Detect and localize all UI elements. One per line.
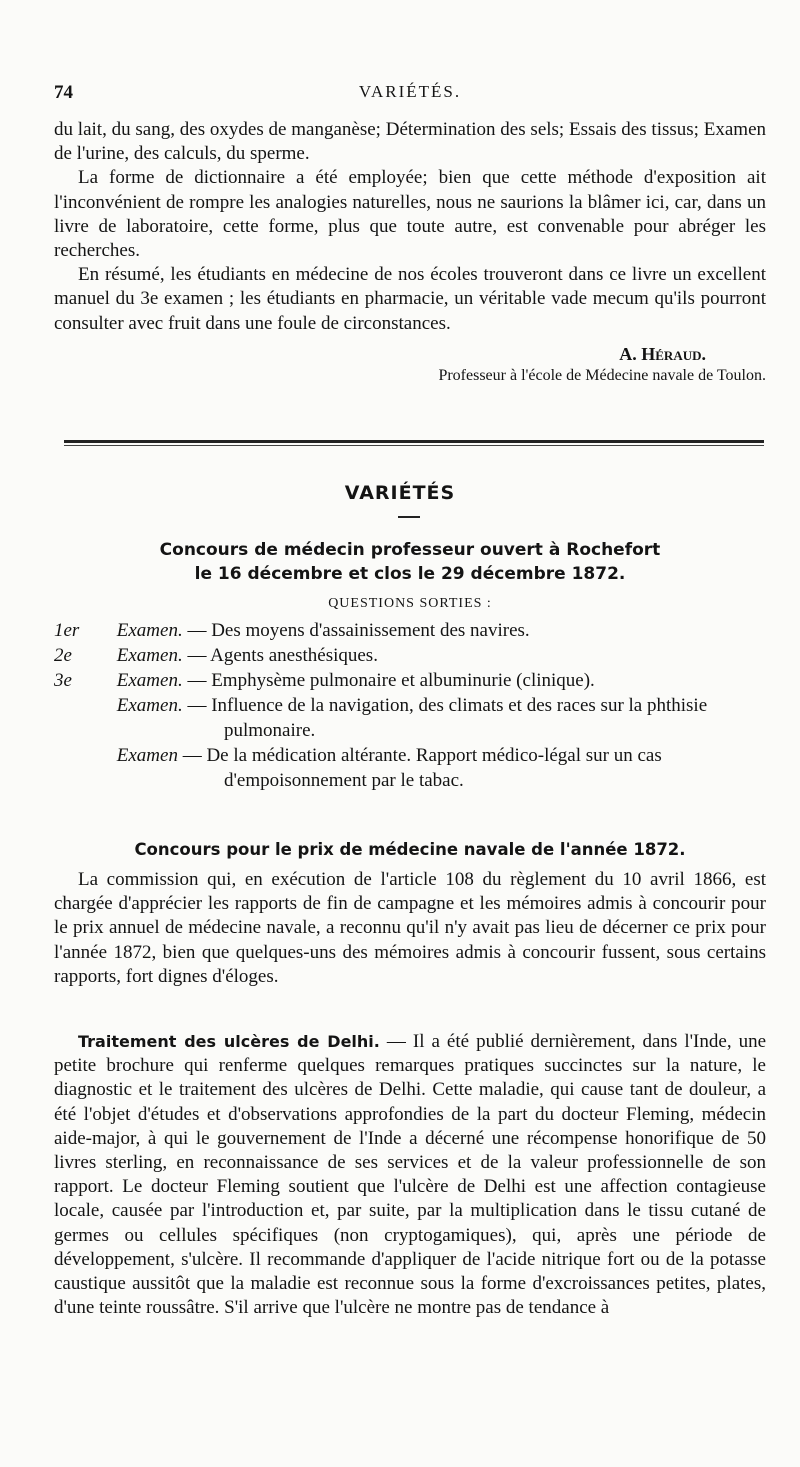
concours-block <box>54 538 766 793</box>
delhi-block <box>54 1030 766 1320</box>
exam-num <box>54 693 112 718</box>
review-end <box>54 118 766 385</box>
exam-text: — Agents anesthésiques. <box>187 645 378 666</box>
exam-label: Examen. <box>116 620 183 641</box>
exam-label: Examen <box>116 745 178 766</box>
exam-item <box>54 643 766 668</box>
exam-text: — Influence de la navigation, des climats et des races sur la phthisie pulmonaire. <box>187 695 708 741</box>
exam-num: 3e <box>54 670 72 691</box>
section-rule <box>64 440 764 443</box>
delhi-paragraph <box>54 1030 766 1320</box>
running-title: VARIÉTÉS. <box>358 82 462 101</box>
running-head <box>54 82 766 106</box>
paragraph-2: La forme de dictionnaire a été employée; bien que cette méthode d'exposition ait l'inconvénient de rompre les analogies naturelles, nous ne saurions la blâmer ici, car, dans un livre de laboratoire, cette forme, plus que toute autre, est convenable pour abréger les recherches. <box>54 167 766 262</box>
paragraph-3: En résumé, les étudiants en médecine de nos écoles trouveront dans ce livre un excellent manuel du 3e examen ; les étudiants en pharmacie, un véritable vade mecum qu'ils pourront consulter avec fruit dans une foule de circonstances. <box>54 264 766 334</box>
exam-item <box>54 668 766 693</box>
exam-num: 2e <box>54 645 72 666</box>
section-rule-thin <box>64 445 764 446</box>
paragraph-1: du lait, du sang, des oxydes de manganèse; Détermination des sels; Essais des tissus; Examen de l'urine, des calculs, du sperme. <box>54 119 766 165</box>
exam-text: — Des moyens d'assainissement des navires. <box>187 620 530 641</box>
prix-block <box>54 838 766 989</box>
exam-item <box>54 693 766 743</box>
questions-label: QUESTIONS SORTIES : <box>328 596 492 611</box>
exam-label: Examen. <box>116 645 183 666</box>
title-dash <box>398 516 420 518</box>
affiliation: Professeur à l'école de Médecine navale de Toulon. <box>438 366 766 384</box>
exam-num <box>54 743 112 768</box>
exam-item <box>54 743 766 793</box>
page-number: 74 <box>54 82 73 103</box>
signature: A. Héraud. <box>619 343 706 364</box>
exam-label: Examen. <box>116 695 183 716</box>
exam-num: 1er <box>54 620 80 641</box>
exam-item <box>54 618 766 643</box>
delhi-text: — Il a été publié dernièrement, dans l'Inde, une petite brochure qui renferme quelques remarques pratiques succinctes sur la nature, le diagnostic et le traitement des ulcères de Delhi. Cette maladie, qui cause tant de douleur, a été l'objet d'études et d'observations approfondies de la part du docteur Fleming, médecin aide-major, à qui le gouvernement de l'Inde a décerné une récompense honorifique de 50 livres sterling, en reconnaissance de ses services et de la valeur professionnelle de son rapport. Le docteur Fleming soutient que l'ulcère de Delhi est une affection contagieuse locale, causée par l'introduction et, par suite, par la multiplication dans le tissu cutané de germes ou cellules spécifiques (non cryptogamiques), qui, après une période de développement, s'ulcère. Il recommande d'appliquer de l'acide nitrique fort ou de la potasse caustique aussitôt que la maladie est reconnue sous la forme d'excroissances petites, plates, d'une teinte roussâtre. S'il arrive que l'ulcère ne montre pas de tendance à <box>54 1031 767 1319</box>
exam-label: Examen. <box>116 670 183 691</box>
delhi-heading: Traitement des ulcères de Delhi. <box>78 1032 380 1051</box>
concours-heading-2: le 16 décembre et clos le 29 décembre 1872. <box>194 564 626 584</box>
prix-text: La commission qui, en exécution de l'article 108 du règlement du 10 avril 1866, est chargée d'apprécier les rapports de fin de campagne et les mémoires admis à concourir pour le prix annuel de médecine navale, a reconnu qu'il n'y avait pas lieu de décerner ce prix pour l'année 1872, bien que quelques-uns des mémoires admis à concourir fussent, sous certains rapports, fort dignes d'éloges. <box>54 869 766 987</box>
section-title: VARIÉTÉS <box>344 482 456 504</box>
prix-heading: Concours pour le prix de médecine navale de l'année 1872. <box>134 840 686 859</box>
exam-text: — De la médication altérante. Rapport médico-légal sur un cas d'empoisonnement par le tabac. <box>182 745 662 791</box>
exam-text: — Emphysème pulmonaire et albuminurie (clinique). <box>187 670 595 691</box>
concours-heading-1: Concours de médecin professeur ouvert à Rochefort <box>159 540 661 560</box>
